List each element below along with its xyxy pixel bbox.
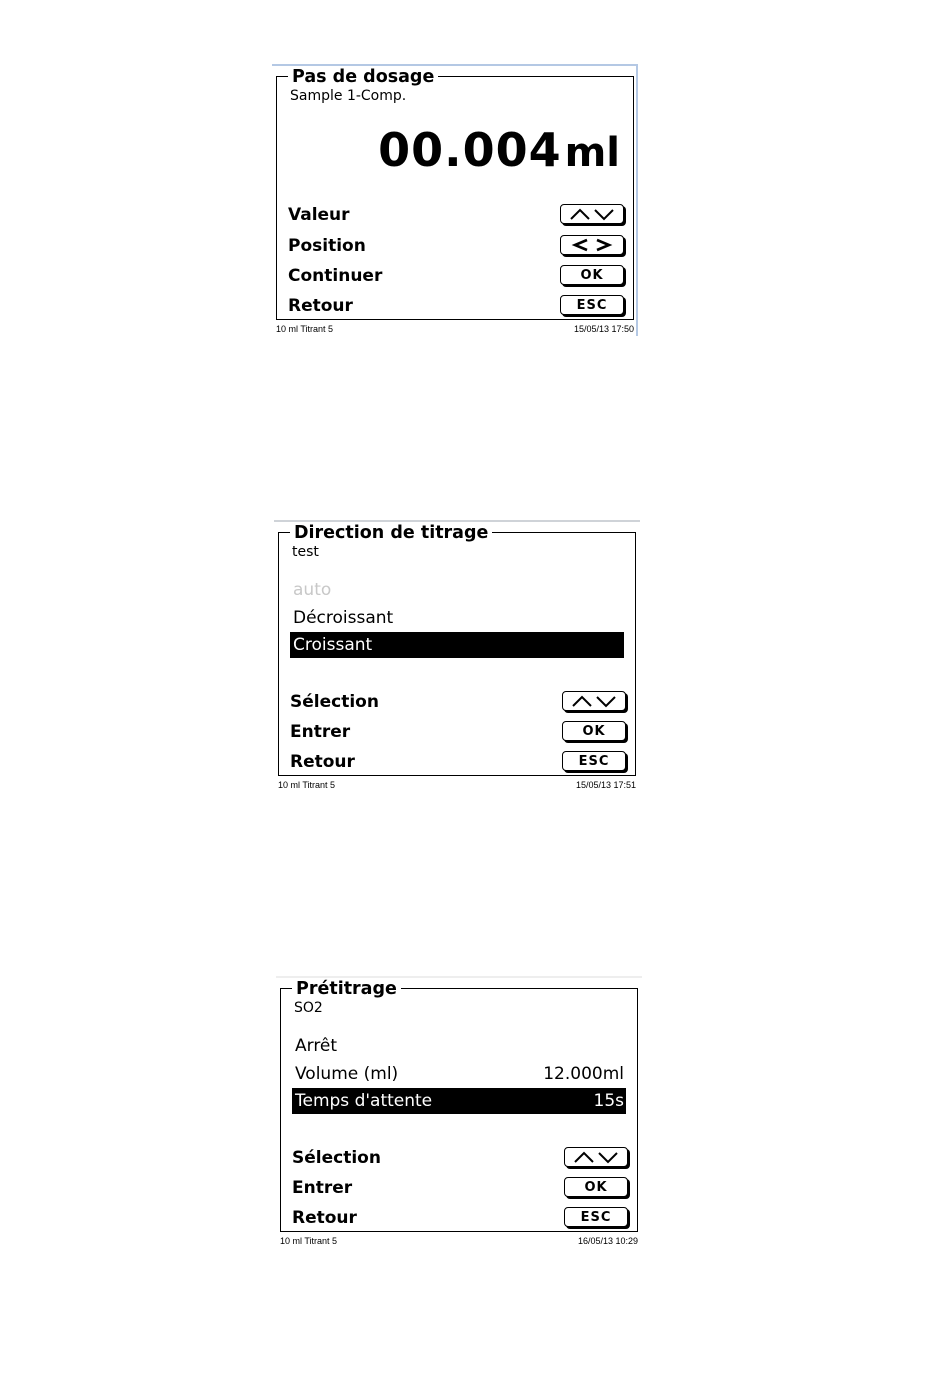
key-row-entrer [292,1176,628,1200]
key-label: Retour [288,296,353,316]
screen-direction-de-titrage [274,520,640,792]
key-label: Sélection [290,692,379,712]
status-bar [280,1234,638,1248]
option-temps-attente-selected[interactable] [292,1088,626,1114]
esc-key[interactable]: ESC [562,751,626,771]
screen-title: Pas de dosage [288,67,438,87]
key-label: Retour [290,752,355,772]
up-down-key[interactable] [564,1147,628,1167]
screen-subtitle: test [292,544,319,560]
left-right-arrows-icon [567,238,617,252]
option-value: 15s [593,1091,624,1111]
esc-key[interactable]: ESC [560,295,624,315]
screen-right-border [636,64,638,336]
status-datetime: 16/05/13 10:29 [577,1236,638,1246]
option-label: Arrêt [295,1036,338,1056]
key-label: Retour [292,1208,357,1228]
screen-title: Prétitrage [292,979,401,999]
status-device: 10 ml Titrant 5 [278,780,336,790]
option-label: Temps d'attente [295,1091,433,1111]
option-decroissant[interactable]: Décroissant [293,608,394,628]
dosage-step-number: 00.004 [378,123,562,177]
option-volume[interactable] [292,1061,626,1087]
option-arret[interactable] [292,1033,626,1059]
key-label: Entrer [292,1178,353,1198]
key-row-retour [288,294,624,318]
screen-title: Direction de titrage [290,523,492,543]
status-bar [276,322,634,336]
screen-subtitle: Sample 1-Comp. [290,88,407,104]
status-bar [278,778,636,792]
screen-top-border [276,976,642,978]
status-datetime: 15/05/13 17:50 [573,324,634,334]
dosage-step-unit: ml [564,130,620,176]
key-label: Continuer [288,266,383,286]
option-croissant-selected[interactable]: Croissant [290,632,624,658]
key-row-position [288,234,624,258]
status-datetime: 15/05/13 17:51 [575,780,636,790]
option-label: Volume (ml) [295,1064,399,1084]
screen-top-border [274,520,640,522]
screen-top-border [272,64,638,66]
key-label: Sélection [292,1148,381,1168]
left-right-key[interactable] [560,235,624,255]
key-row-valeur [288,203,624,227]
key-row-retour [290,750,626,774]
screen-subtitle: SO2 [294,1000,323,1016]
option-auto: auto [293,580,332,600]
up-down-key[interactable] [562,691,626,711]
ok-key[interactable]: OK [564,1177,628,1197]
key-label: Valeur [288,205,350,225]
key-label: Entrer [290,722,351,742]
key-row-continuer [288,264,624,288]
ok-key[interactable]: OK [562,721,626,741]
key-row-selection [292,1146,628,1170]
up-down-arrows-icon [569,694,619,708]
up-down-arrows-icon [571,1150,621,1164]
ok-key[interactable]: OK [560,265,624,285]
esc-key[interactable]: ESC [564,1207,628,1227]
key-label: Position [288,236,366,256]
screen-pas-de-dosage [272,64,638,336]
key-row-retour [292,1206,628,1230]
up-down-key[interactable] [560,204,624,224]
key-row-entrer [290,720,626,744]
key-row-selection [290,690,626,714]
status-device: 10 ml Titrant 5 [280,1236,338,1246]
option-value: 12.000ml [543,1064,624,1084]
status-device: 10 ml Titrant 5 [276,324,334,334]
dosage-step-value[interactable] [378,122,620,181]
screen-pretitrage [276,976,642,1248]
up-down-arrows-icon [567,207,617,221]
